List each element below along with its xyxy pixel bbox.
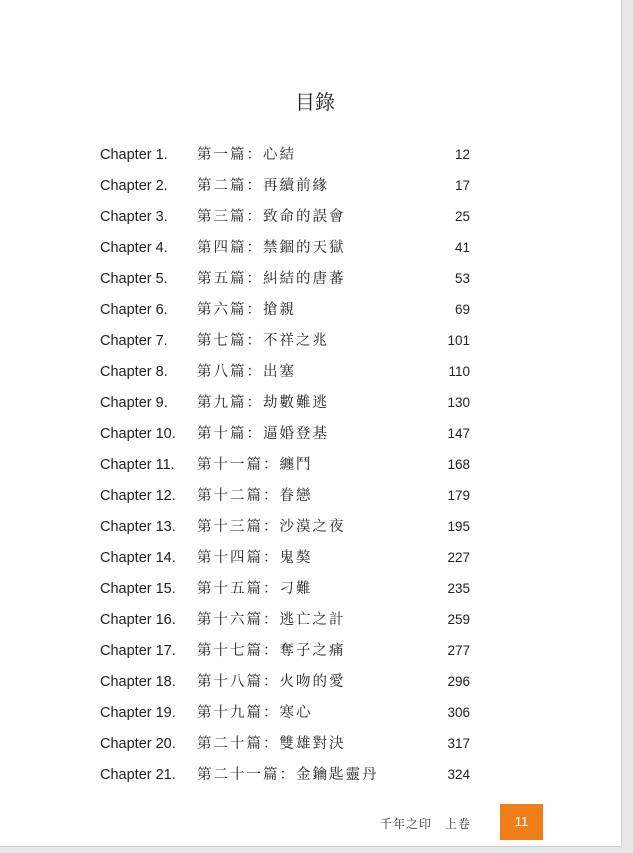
chapter-page-number: 259 — [447, 612, 470, 627]
chapter-number: Chapter 8. — [100, 364, 168, 380]
toc-row — [0, 701, 622, 732]
toc-row — [0, 422, 622, 453]
chapter-number: Chapter 14. — [100, 550, 176, 566]
chapter-title: 第十五篇：刁難 — [197, 581, 313, 597]
chapter-page-number: 147 — [447, 426, 470, 441]
toc-row — [0, 236, 622, 267]
chapter-title: 第十三篇：沙漠之夜 — [197, 519, 346, 535]
chapter-page-number: 227 — [447, 550, 470, 565]
chapter-number: Chapter 11. — [100, 457, 175, 473]
toc-row — [0, 763, 622, 794]
page-number-badge: 11 — [500, 804, 543, 840]
chapter-page-number: 41 — [454, 240, 470, 255]
chapter-page-number: 317 — [447, 736, 470, 751]
chapter-page-number: 179 — [447, 488, 470, 503]
chapter-title: 第十六篇：逃亡之計 — [197, 612, 346, 628]
toc-row — [0, 174, 622, 205]
chapter-title: 第十七篇：奪子之痛 — [197, 643, 346, 659]
toc-row — [0, 143, 622, 174]
chapter-title: 第三篇：致命的誤會 — [197, 209, 346, 225]
toc-row — [0, 453, 622, 484]
toc-row — [0, 732, 622, 763]
toc-row — [0, 546, 622, 577]
page-title: 目錄 — [295, 90, 335, 114]
chapter-number: Chapter 17. — [100, 643, 176, 659]
chapter-page-number: 25 — [454, 209, 470, 224]
chapter-number: Chapter 2. — [100, 178, 168, 194]
chapter-title: 第二篇：再續前緣 — [197, 178, 329, 194]
chapter-title: 第十四篇：鬼獒 — [197, 550, 313, 566]
chapter-title: 第十一篇：纏鬥 — [197, 457, 313, 473]
chapter-number: Chapter 19. — [100, 705, 176, 721]
chapter-number: Chapter 13. — [100, 519, 176, 535]
chapter-number: Chapter 4. — [100, 240, 168, 256]
chapter-number: Chapter 21. — [100, 767, 176, 783]
chapter-page-number: 53 — [454, 271, 470, 286]
chapter-number: Chapter 16. — [100, 612, 176, 628]
chapter-title: 第十篇：逼婚登基 — [197, 426, 329, 442]
chapter-title: 第九篇：劫數難逃 — [197, 395, 329, 411]
toc-row — [0, 205, 622, 236]
toc-row — [0, 298, 622, 329]
chapter-title: 第八篇：出塞 — [197, 364, 296, 380]
chapter-page-number: 130 — [447, 395, 470, 410]
toc-row — [0, 639, 622, 670]
chapter-page-number: 110 — [448, 364, 470, 379]
chapter-number: Chapter 3. — [100, 209, 168, 225]
chapter-title: 第二十篇：雙雄對決 — [197, 736, 346, 752]
toc-row — [0, 484, 622, 515]
chapter-page-number: 306 — [447, 705, 470, 720]
chapter-page-number: 195 — [447, 519, 470, 534]
table-of-contents — [0, 143, 622, 794]
chapter-number: Chapter 15. — [100, 581, 176, 597]
chapter-number: Chapter 9. — [100, 395, 168, 411]
chapter-page-number: 12 — [454, 147, 470, 162]
toc-row — [0, 577, 622, 608]
chapter-number: Chapter 6. — [100, 302, 168, 318]
chapter-page-number: 101 — [447, 333, 470, 348]
chapter-number: Chapter 5. — [100, 271, 168, 287]
chapter-page-number: 235 — [447, 581, 470, 596]
chapter-number: Chapter 18. — [100, 674, 176, 690]
toc-row — [0, 608, 622, 639]
chapter-title: 第五篇：糾結的唐蕃 — [197, 271, 346, 287]
chapter-number: Chapter 1. — [100, 147, 168, 163]
toc-row — [0, 515, 622, 546]
toc-row — [0, 267, 622, 298]
chapter-number: Chapter 12. — [100, 488, 176, 504]
chapter-title: 第二十一篇：金鑰匙靈丹 — [197, 767, 379, 783]
toc-row — [0, 360, 622, 391]
chapter-title: 第一篇：心結 — [197, 147, 296, 163]
chapter-title: 第四篇：禁錮的天獄 — [197, 240, 346, 256]
chapter-page-number: 69 — [454, 302, 470, 317]
toc-row — [0, 329, 622, 360]
chapter-title: 第十九篇：寒心 — [197, 705, 313, 721]
toc-row — [0, 391, 622, 422]
chapter-title: 第十二篇：眷戀 — [197, 488, 313, 504]
chapter-page-number: 17 — [454, 178, 470, 193]
footer-book-title: 千年之印 上卷 — [380, 817, 472, 831]
chapter-title: 第十八篇：火吻的愛 — [197, 674, 346, 690]
toc-row — [0, 670, 622, 701]
chapter-title: 第七篇：不祥之兆 — [197, 333, 329, 349]
chapter-page-number: 277 — [447, 643, 470, 658]
chapter-page-number: 168 — [447, 457, 470, 472]
chapter-title: 第六篇：搶親 — [197, 302, 296, 318]
chapter-number: Chapter 20. — [100, 736, 176, 752]
chapter-page-number: 324 — [447, 767, 470, 782]
chapter-page-number: 296 — [447, 674, 470, 689]
chapter-number: Chapter 10. — [100, 426, 176, 442]
chapter-number: Chapter 7. — [100, 333, 168, 349]
